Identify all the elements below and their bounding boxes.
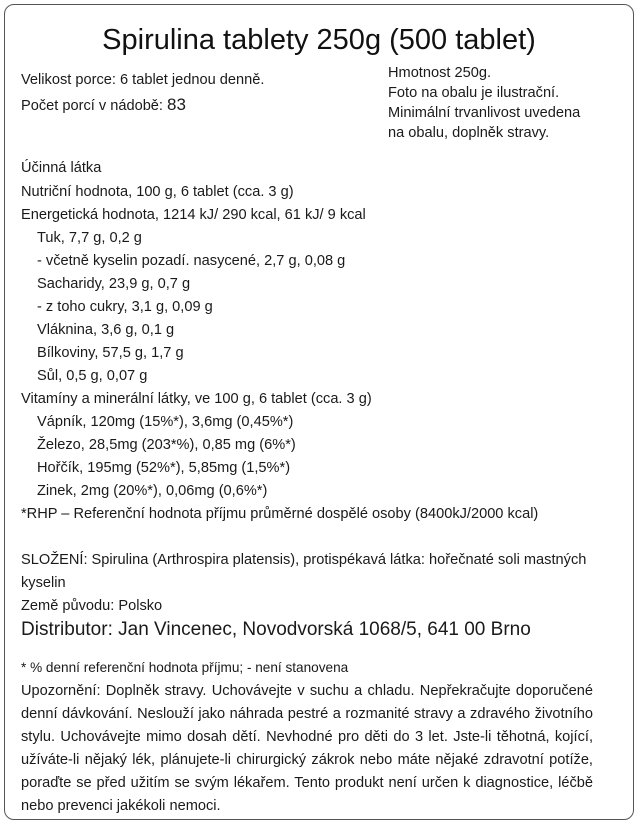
serving-size-label: Velikost porce: [21,72,116,88]
photo-note: Foto na obalu je ilustrační. [388,85,560,101]
nutrient-row-fat: Tuk, 7,7 g, 0,2 g [37,230,142,246]
nutrient-row-saturated: - včetně kyselin pozadí. nasycené, 2,7 g, 0,08 g [37,253,346,269]
reference-intake-footnote: * % denní referenční hodnota příjmu; - není stanovena [21,660,349,675]
energy-value: Energetická hodnota, 1214 kJ/ 290 kcal, 61 kJ/ 9 kcal [21,207,366,223]
distributor: Distributor: Jan Vincenec, Novodvorská 1068/5, 641 00 Brno [21,619,531,640]
mineral-row-zinc: Zinek, 2mg (20%*), 0,06mg (0,6%*) [37,483,268,499]
nutrient-row-carbohydrates: Sacharidy, 23,9 g, 0,7 g [37,276,191,292]
nutrition-header: Nutriční hodnota, 100 g, 6 tablet (cca. 3 g) [21,184,294,200]
serving-size [21,69,264,92]
side-notes [388,63,580,143]
nutrient-row-salt: Sůl, 0,5 g, 0,07 g [37,368,148,384]
mineral-row-calcium: Vápník, 120mg (15%*), 3,6mg (0,45%*) [37,414,294,430]
servings-count-value: 83 [167,95,186,114]
servings-per-container [21,93,186,118]
serving-size-value: 6 tablet jednou denně. [119,72,265,88]
servings-count-label: Počet porcí v nádobě: [21,98,163,114]
composition: SLOŽENÍ: Spirulina (Arthrospira platensis), protispékavá látka: hořečnaté soli mastných kyselin [21,552,587,591]
warning-text: Upozornění: Doplněk stravy. Uchovávejte v suchu a chladu. Nepřekračujte doporučené denní dávkování. Neslouží jako náhrada pestré a rozmanité stravy a zdravého životního stylu. Uchovávejte mimo dosah dětí. Nevhodné pro děti do 3 let. Jste-li těhotná, kojící, užíváte-li nějaký lék, plánujete-li chirurgický zákrok nebo máte nějaké zdravotní potíže, poraďte se před užitím se svým lékařem. Tento produkt není určen k diagnostice, léčbě nebo prevenci jakékoli nemoci. [21,683,593,814]
product-label [4,4,634,820]
mineral-row-magnesium: Hořčík, 195mg (52%*), 5,85mg (1,5%*) [37,460,291,476]
country-of-origin: Země původu: Polsko [21,598,163,614]
rhp-note: *RHP – Referenční hodnota příjmu průměrné dospělé osoby (8400kJ/2000 kcal) [21,506,539,522]
supplement-note: na obalu, doplněk stravy. [388,125,550,141]
active-ingredient-heading: Účinná látka [21,160,102,176]
nutrient-row-protein: Bílkoviny, 57,5 g, 1,7 g [37,345,184,361]
mineral-row-iron: Železo, 28,5mg (203*%), 0,85 mg (6%*) [37,437,296,453]
nutrient-row-sugars: - z toho cukry, 3,1 g, 0,09 g [37,299,213,315]
product-title: Spirulina tablety 250g (500 tablet) [102,24,536,56]
shelf-life-note: Minimální trvanlivost uvedena [388,105,581,121]
vitamins-header: Vitamíny a minerální látky, ve 100 g, 6 tablet (cca. 3 g) [21,391,372,407]
weight-note: Hmotnost 250g. [388,65,492,81]
nutrient-row-fiber: Vláknina, 3,6 g, 0,1 g [37,322,175,338]
